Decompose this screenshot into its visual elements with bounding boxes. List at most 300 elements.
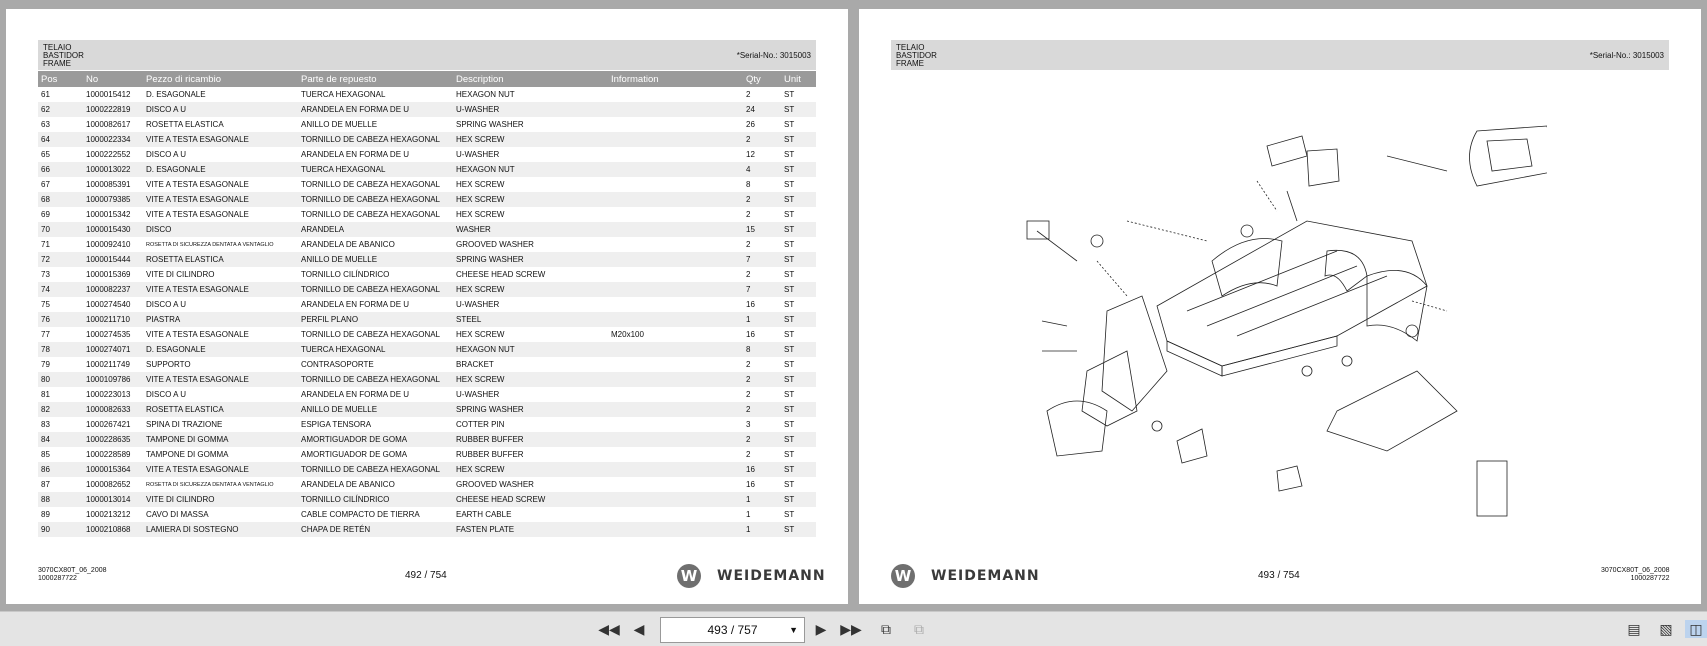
table-cell: 1000274535	[86, 330, 131, 339]
prev-page-icon[interactable]: ◀	[633, 621, 645, 637]
table-cell: 16	[746, 300, 755, 309]
weidemann-logo-icon: W	[677, 564, 701, 588]
table-row	[38, 237, 816, 252]
table-row	[38, 522, 816, 537]
column-header: Description	[453, 71, 608, 87]
table-cell: ST	[784, 450, 795, 459]
table-cell: 1000013022	[83, 162, 143, 177]
table-cell: ARANDELA EN FORMA DE U	[301, 150, 410, 159]
table-cell: GROOVED WASHER	[456, 240, 534, 249]
column-header: Pezzo di ricambio	[143, 71, 298, 87]
table-cell: ARANDELA	[298, 222, 453, 237]
go-forward-icon[interactable]: ⧉	[914, 621, 924, 637]
table-cell: LAMIERA DI SOSTEGNO	[143, 522, 298, 537]
table-cell: CHEESE HEAD SCREW	[456, 270, 546, 279]
table-cell	[608, 132, 743, 147]
table-cell: CAVO DI MASSA	[146, 510, 209, 519]
table-cell: ARANDELA EN FORMA DE U	[298, 102, 453, 117]
serial-number: *Serial-No.: 3015003	[736, 51, 811, 60]
table-row	[38, 342, 816, 357]
table-cell: HEX SCREW	[456, 210, 505, 219]
table-cell: TAMPONE DI GOMMA	[143, 432, 298, 447]
table-cell: AMORTIGUADOR DE GOMA	[301, 450, 408, 459]
main-frame-drawing	[1027, 126, 1547, 516]
table-cell: 2	[743, 432, 781, 447]
table-cell: 83	[41, 420, 50, 429]
table-cell: 88	[38, 492, 83, 507]
table-cell: 71	[41, 240, 50, 249]
table-cell: 1000015444	[83, 252, 143, 267]
table-cell: 15	[743, 222, 781, 237]
table-cell: ST	[781, 222, 816, 237]
table-cell: 7	[743, 252, 781, 267]
table-cell	[608, 402, 743, 417]
table-cell: 1000015430	[83, 222, 143, 237]
table-cell: 74	[38, 282, 83, 297]
table-cell: CHEESE HEAD SCREW	[453, 492, 608, 507]
table-cell: TUERCA HEXAGONAL	[298, 342, 453, 357]
column-header: No	[83, 71, 143, 87]
table-cell: 1000082633	[83, 402, 143, 417]
table-cell: VITE A TESTA ESAGONALE	[143, 372, 298, 387]
table-cell: DISCO A U	[143, 102, 298, 117]
frame-exploded-diagram	[1007, 111, 1547, 541]
table-cell: TUERCA HEXAGONAL	[301, 90, 386, 99]
table-cell	[608, 102, 743, 117]
table-cell: ARANDELA DE ABANICO	[301, 240, 395, 249]
last-page-icon[interactable]: ▶▶	[840, 621, 862, 637]
page-indicator: 493 / 757	[707, 623, 758, 637]
table-cell: 2	[746, 450, 751, 459]
table-cell: COTTER PIN	[456, 420, 505, 429]
table-cell: HEX SCREW	[453, 192, 608, 207]
table-cell: 81	[41, 390, 50, 399]
table-cell: 72	[38, 252, 83, 267]
table-cell	[608, 432, 743, 447]
table-cell: ST	[784, 180, 795, 189]
table-cell: 7	[743, 282, 781, 297]
table-cell: 76	[38, 312, 83, 327]
table-row	[38, 462, 816, 477]
table-cell: CHAPA DE RETÉN	[298, 522, 453, 537]
table-row	[38, 87, 816, 102]
table-cell: 1000210868	[83, 522, 143, 537]
table-cell: 2	[746, 360, 751, 369]
table-cell: 78	[38, 342, 83, 357]
table-cell: M20x100	[611, 330, 644, 339]
document-code-line1: 3070CX80T_06_2008	[1601, 567, 1670, 574]
table-cell	[608, 282, 743, 297]
table-cell: TORNILLO DE CABEZA HEXAGONAL	[298, 282, 453, 297]
table-cell: ST	[781, 162, 816, 177]
weidemann-logo-icon: W	[891, 564, 915, 588]
table-cell: VITE DI CILINDRO	[143, 492, 298, 507]
table-cell: 8	[743, 342, 781, 357]
table-cell: VITE A TESTA ESAGONALE	[143, 192, 298, 207]
table-cell: 73	[41, 270, 50, 279]
table-row	[38, 312, 816, 327]
header-title-en: FRAME	[43, 59, 71, 68]
table-cell: BRACKET	[456, 360, 494, 369]
table-cell	[608, 237, 743, 252]
table-cell: HEX SCREW	[453, 372, 608, 387]
table-cell: ST	[784, 480, 795, 489]
table-cell: 2	[743, 402, 781, 417]
single-page-view-icon[interactable]: ▤	[1627, 621, 1641, 637]
table-cell: TORNILLO CILÍNDRICO	[298, 492, 453, 507]
next-page-icon[interactable]: ▶	[815, 621, 827, 637]
table-cell: ST	[781, 252, 816, 267]
table-cell: ST	[781, 102, 816, 117]
table-cell	[608, 342, 743, 357]
table-cell: 2	[746, 390, 751, 399]
table-cell: PERFIL PLANO	[298, 312, 453, 327]
table-cell: 82	[38, 402, 83, 417]
table-cell: GROOVED WASHER	[456, 480, 534, 489]
table-row	[38, 372, 816, 387]
table-cell: U-WASHER	[456, 150, 500, 159]
table-cell: VITE A TESTA ESAGONALE	[143, 132, 298, 147]
weidemann-wordmark: WEIDEMANN	[931, 568, 1040, 584]
table-cell: 63	[41, 120, 50, 129]
table-row	[38, 477, 816, 492]
table-cell: 1000223013	[86, 390, 131, 399]
table-cell: ST	[784, 240, 795, 249]
table-cell: 62	[38, 102, 83, 117]
table-cell: 1000222819	[83, 102, 143, 117]
table-row	[38, 222, 816, 237]
table-cell: 69	[41, 210, 50, 219]
table-cell: 1000015412	[86, 90, 131, 99]
table-cell: 8	[746, 180, 751, 189]
table-cell: ST	[781, 372, 816, 387]
table-cell: ST	[784, 390, 795, 399]
table-cell: 1000222552	[86, 150, 131, 159]
table-cell	[608, 492, 743, 507]
table-cell	[608, 522, 743, 537]
table-row	[38, 357, 816, 372]
table-row	[38, 252, 816, 267]
table-cell: 1000013014	[83, 492, 143, 507]
table-cell: ST	[784, 150, 795, 159]
table-cell: ST	[784, 270, 795, 279]
table-cell: ROSETTA DI SICUREZZA DENTATA A VENTAGLIO	[146, 481, 274, 488]
table-row	[38, 282, 816, 297]
table-cell: 2	[746, 210, 751, 219]
table-cell: ANILLO DE MUELLE	[298, 402, 453, 417]
table-cell: ANILLO DE MUELLE	[301, 120, 378, 129]
table-cell: 87	[41, 480, 50, 489]
table-cell: 1000211710	[83, 312, 143, 327]
table-cell: 16	[746, 330, 755, 339]
table-row	[38, 432, 816, 447]
table-cell: 4	[743, 162, 781, 177]
table-cell	[608, 507, 743, 522]
column-header: Information	[608, 71, 743, 87]
table-row	[38, 447, 816, 462]
table-cell: ST	[784, 90, 795, 99]
table-cell: VITE A TESTA ESAGONALE	[146, 210, 249, 219]
table-cell: FASTEN PLATE	[453, 522, 608, 537]
weidemann-logo	[891, 564, 1040, 588]
document-code	[1601, 567, 1670, 583]
table-cell: HEX SCREW	[456, 180, 505, 189]
table-cell: D. ESAGONALE	[146, 90, 206, 99]
table-cell: 2	[743, 372, 781, 387]
table-cell: HEXAGON NUT	[456, 90, 515, 99]
table-cell	[608, 372, 743, 387]
table-cell: 2	[746, 270, 751, 279]
table-cell: 1	[743, 492, 781, 507]
table-cell: 68	[38, 192, 83, 207]
table-cell	[608, 162, 743, 177]
table-cell: 16	[743, 462, 781, 477]
table-cell: PIASTRA	[143, 312, 298, 327]
table-cell: 1000092410	[86, 240, 131, 249]
table-cell: TUERCA HEXAGONAL	[298, 162, 453, 177]
table-cell: ST	[781, 132, 816, 147]
table-row	[38, 192, 816, 207]
table-cell: 75	[41, 300, 50, 309]
column-header: Qty	[743, 71, 781, 87]
table-cell: STEEL	[453, 312, 608, 327]
header-title-en: FRAME	[896, 59, 924, 68]
table-cell: 12	[746, 150, 755, 159]
table-cell: TORNILLO DE CABEZA HEXAGONAL	[298, 462, 453, 477]
table-cell: 1000228635	[83, 432, 143, 447]
table-cell	[608, 387, 743, 402]
header-title-it: TELAIO	[896, 43, 925, 52]
page-dropdown-icon[interactable]: ▼	[789, 625, 798, 635]
table-cell: ST	[784, 330, 795, 339]
table-cell: 2	[746, 90, 751, 99]
table-cell: HEXAGON NUT	[453, 162, 608, 177]
table-cell	[608, 312, 743, 327]
table-cell: D. ESAGONALE	[143, 342, 298, 357]
table-cell: VITE A TESTA ESAGONALE	[146, 180, 249, 189]
table-cell: 1000213212	[86, 510, 131, 519]
table-cell: 1000082237	[83, 282, 143, 297]
table-cell: ST	[781, 492, 816, 507]
table-row	[38, 162, 816, 177]
table-cell: SPRING WASHER	[453, 402, 608, 417]
table-cell: ANILLO DE MUELLE	[298, 252, 453, 267]
table-cell: WASHER	[453, 222, 608, 237]
table-cell: RUBBER BUFFER	[453, 432, 608, 447]
table-cell: TORNILLO DE CABEZA HEXAGONAL	[298, 132, 453, 147]
table-cell: 1000211749	[86, 360, 130, 369]
table-cell: 1000228589	[86, 450, 131, 459]
table-cell: ST	[784, 210, 795, 219]
table-row	[38, 147, 816, 162]
table-row	[38, 402, 816, 417]
table-cell: 84	[38, 432, 83, 447]
table-cell	[608, 192, 743, 207]
table-cell: 1	[743, 312, 781, 327]
table-cell: 65	[41, 150, 50, 159]
table-cell: 16	[746, 480, 755, 489]
table-cell: 85	[41, 450, 50, 459]
table-cell	[608, 477, 743, 492]
table-cell: ESPIGA TENSORA	[301, 420, 372, 429]
table-row	[38, 117, 816, 132]
table-cell: VITE DI CILINDRO	[146, 270, 215, 279]
table-cell: ST	[784, 300, 795, 309]
table-cell	[608, 147, 743, 162]
table-cell: ROSETTA ELASTICA	[143, 402, 298, 417]
table-row	[38, 102, 816, 117]
header-title	[43, 44, 84, 68]
header-title-it: TELAIO	[43, 43, 72, 52]
table-cell: CONTRASOPORTE	[301, 360, 374, 369]
table-cell	[608, 222, 743, 237]
table-row	[38, 177, 816, 192]
table-cell: 1000082617	[86, 120, 131, 129]
table-cell: ST	[781, 522, 816, 537]
table-cell: 1	[743, 522, 781, 537]
weidemann-wordmark: WEIDEMANN	[717, 568, 826, 584]
table-cell	[608, 297, 743, 312]
table-cell: 2	[743, 192, 781, 207]
table-cell	[608, 357, 743, 372]
table-cell: HEX SCREW	[453, 462, 608, 477]
document-code-line1: 3070CX80T_06_2008	[38, 567, 107, 574]
table-cell: DISCO A U	[146, 300, 187, 309]
first-page-icon[interactable]: ◀◀	[598, 621, 620, 637]
table-header-row	[38, 71, 816, 87]
table-cell: ARANDELA EN FORMA DE U	[301, 390, 410, 399]
table-cell: 1000015364	[83, 462, 143, 477]
table-cell: TORNILLO DE CABEZA HEXAGONAL	[301, 210, 441, 219]
document-code-line2: 1000287722	[1630, 575, 1670, 582]
page-selector[interactable]	[660, 617, 805, 643]
table-row	[38, 207, 816, 222]
table-cell: 26	[746, 120, 755, 129]
table-cell	[608, 447, 743, 462]
table-row	[38, 327, 816, 342]
table-cell: AMORTIGUADOR DE GOMA	[298, 432, 453, 447]
table-cell: ROSETTA DI SICUREZZA DENTATA A VENTAGLIO	[146, 241, 274, 248]
right-page	[859, 9, 1701, 604]
serial-number: *Serial-No.: 3015003	[1589, 51, 1664, 60]
table-row	[38, 387, 816, 402]
two-page-view-icon[interactable]: ◫	[1685, 620, 1707, 638]
header-title-es: BASTIDOR	[896, 51, 937, 60]
table-cell: ST	[781, 402, 816, 417]
table-cell: VITE A TESTA ESAGONALE	[143, 282, 298, 297]
table-cell: 86	[38, 462, 83, 477]
table-row	[38, 267, 816, 282]
table-cell: ST	[784, 420, 795, 429]
table-cell: SUPPORTO	[146, 360, 191, 369]
table-cell: VITE A TESTA ESAGONALE	[146, 330, 249, 339]
table-cell: 1000082652	[86, 480, 131, 489]
column-header: Unit	[781, 71, 816, 87]
header-title-es: BASTIDOR	[43, 51, 84, 60]
table-cell: 1000022334	[83, 132, 143, 147]
table-cell: RUBBER BUFFER	[456, 450, 524, 459]
parts-table	[38, 71, 816, 537]
table-row	[38, 492, 816, 507]
table-cell: SPRING WASHER	[453, 252, 608, 267]
table-cell: HEX SCREW	[456, 330, 505, 339]
document-code	[38, 567, 107, 583]
page-header	[38, 40, 816, 70]
table-cell	[608, 87, 743, 102]
column-header: Pos	[38, 71, 83, 87]
table-cell: 1000267421	[86, 420, 131, 429]
table-row	[38, 132, 816, 147]
table-cell: 90	[38, 522, 83, 537]
continuous-view-icon[interactable]: ▧	[1659, 621, 1673, 637]
table-cell: ST	[781, 342, 816, 357]
table-cell	[608, 207, 743, 222]
table-cell	[608, 252, 743, 267]
table-cell: 3	[746, 420, 751, 429]
table-cell: ST	[781, 462, 816, 477]
table-cell: TORNILLO DE CABEZA HEXAGONAL	[298, 192, 453, 207]
table-cell: 67	[41, 180, 50, 189]
table-cell: ST	[784, 360, 795, 369]
table-cell: ST	[784, 120, 795, 129]
table-row	[38, 297, 816, 312]
table-cell: CABLE COMPACTO DE TIERRA	[301, 510, 420, 519]
table-cell: DISCO A U	[146, 150, 187, 159]
table-cell	[608, 267, 743, 282]
table-cell	[608, 417, 743, 432]
table-cell: DISCO A U	[146, 390, 187, 399]
table-cell: ARANDELA DE ABANICO	[301, 480, 395, 489]
header-title	[896, 44, 937, 68]
table-cell: 1000274540	[86, 300, 131, 309]
table-cell: SPINA DI TRAZIONE	[146, 420, 223, 429]
table-cell	[608, 462, 743, 477]
table-cell: U-WASHER	[456, 390, 500, 399]
table-cell: HEX SCREW	[453, 132, 608, 147]
table-cell: SPRING WASHER	[456, 120, 524, 129]
table-cell: 1000274071	[83, 342, 143, 357]
table-body	[38, 87, 816, 537]
table-cell: 1000015342	[86, 210, 131, 219]
table-cell: HEXAGON NUT	[453, 342, 608, 357]
go-back-icon[interactable]: ⧉	[881, 621, 891, 637]
table-cell: VITE A TESTA ESAGONALE	[143, 462, 298, 477]
weidemann-logo	[677, 564, 826, 588]
page-header	[891, 40, 1669, 70]
table-cell: DISCO	[143, 222, 298, 237]
table-cell: 80	[38, 372, 83, 387]
table-cell: ROSETTA ELASTICA	[146, 120, 224, 129]
table-cell: U-WASHER	[456, 300, 500, 309]
table-cell: TORNILLO DE CABEZA HEXAGONAL	[301, 330, 441, 339]
table-cell: ST	[784, 510, 795, 519]
table-cell: 70	[38, 222, 83, 237]
table-cell: EARTH CABLE	[456, 510, 512, 519]
table-cell: 1000085391	[86, 180, 131, 189]
table-cell: 77	[41, 330, 50, 339]
table-cell: TORNILLO DE CABEZA HEXAGONAL	[301, 180, 441, 189]
table-cell: 61	[41, 90, 50, 99]
table-cell: 1000109786	[83, 372, 143, 387]
table-cell: 66	[38, 162, 83, 177]
table-cell: ST	[781, 282, 816, 297]
page-number: 492 / 754	[405, 570, 447, 581]
table-cell: D. ESAGONALE	[143, 162, 298, 177]
table-cell: 2	[746, 240, 751, 249]
column-header: Parte de repuesto	[298, 71, 453, 87]
table-cell: 24	[743, 102, 781, 117]
viewer-toolbar	[0, 611, 1707, 646]
